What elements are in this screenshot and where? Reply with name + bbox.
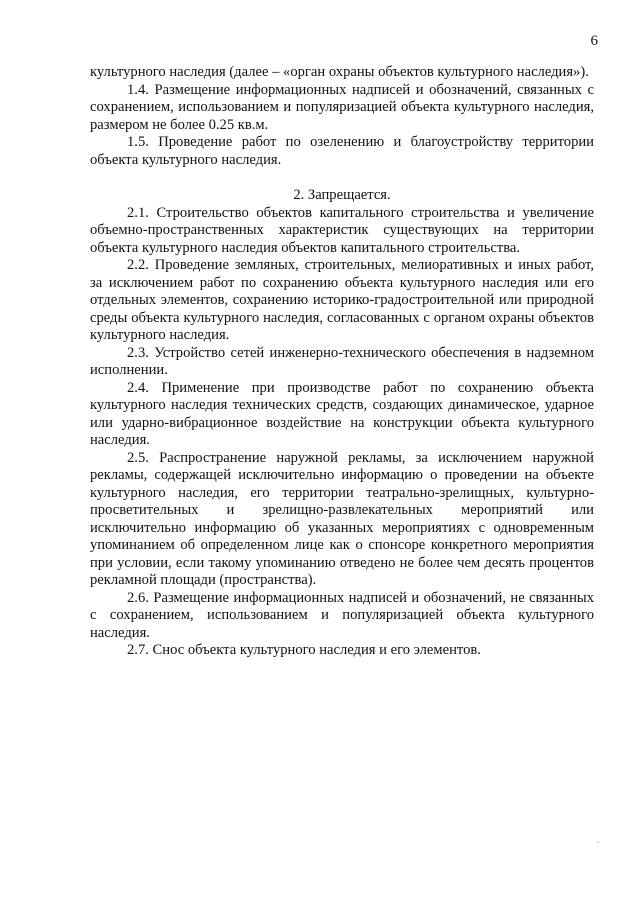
item-2-5-text: Распространение наружной рекламы, за исключением наружной рекламы, содержащей исключительно информацию о проведении на объекте культурного наследия, его территории театрально-зрелищных, культурно-просветительных и зрелищно-развлекательных мероприятий или исключительно информацию об указанных мероприятиях с одновременным упоминанием об определенном лице как о спонсоре конкретного мероприятия при условии, если такому упоминанию отведено не более чем десять процентов рекламной площади (пространства). xyxy=(90,449,594,588)
item-2-2-number: 2.2. xyxy=(127,257,149,273)
scan-dot xyxy=(597,841,599,843)
item-2-1-text: Строительство объектов капитального строительства и увеличение объемно-пространственных характеристик существующих на территории объекта культурного наследия объектов капитального строительства. xyxy=(90,204,594,256)
item-2-2-text: Проведение земляных, строительных, мелиоративных и иных работ, за исключением работ по сохранению объекта культурного наследия или его отдельных элементов, сохранению историко-градостроительной или природной среды объекта культурного наследия, согласованных с органом охраны объектов культурного наследия. xyxy=(90,257,594,343)
item-2-6-number: 2.6. xyxy=(127,589,149,606)
item-1-4 xyxy=(90,82,594,135)
section-2-heading: 2. Запрещается. xyxy=(293,187,391,203)
item-2-7-number: 2.7. xyxy=(127,642,149,658)
item-2-4 xyxy=(90,380,594,450)
item-1-5-number: 1.5. xyxy=(127,134,149,150)
item-1-4-text: Размещение информационных надписей и обозначений, связанных с сохранением, использованием и популяризацией объекта культурного наследия, размером не более 0.25 кв.м. xyxy=(90,81,594,133)
item-2-7-text: Снос объекта культурного наследия и его элементов. xyxy=(152,642,481,658)
item-2-4-text: Применение при производстве работ по сохранению объекта культурного наследия технических средств, создающих динамическое, ударное или ударно-вибрационное воздействие на конструкции объекта культурного наследия. xyxy=(90,379,595,448)
document-body xyxy=(90,64,594,660)
item-2-6 xyxy=(90,590,594,643)
item-2-1-number: 2.1. xyxy=(127,204,149,221)
intro-paragraph: культурного наследия (далее – «орган охраны объектов культурного наследия»). xyxy=(90,64,589,80)
item-2-7 xyxy=(90,642,594,660)
item-1-4-number: 1.4. xyxy=(127,81,149,98)
item-2-3 xyxy=(90,345,594,380)
item-1-5-text: Проведение работ по озеленению и благоустройству территории объекта культурного наследия. xyxy=(90,134,594,168)
item-2-2 xyxy=(90,257,594,345)
item-2-4-number: 2.4. xyxy=(127,379,149,396)
page-number: 6 xyxy=(590,33,598,49)
item-2-6-text: Размещение информационных надписей и обозначений, не связанных с сохранением, использованием и популяризацией объекта культурного наследия. xyxy=(90,589,594,641)
item-1-5 xyxy=(90,134,594,169)
item-2-1 xyxy=(90,205,594,258)
item-2-5 xyxy=(90,450,594,590)
item-2-3-number: 2.3. xyxy=(127,344,149,361)
item-2-5-number: 2.5. xyxy=(127,449,149,466)
section-spacing xyxy=(90,169,594,187)
item-2-3-text: Устройство сетей инженерно-технического обеспечения в надземном исполнении. xyxy=(90,344,594,378)
